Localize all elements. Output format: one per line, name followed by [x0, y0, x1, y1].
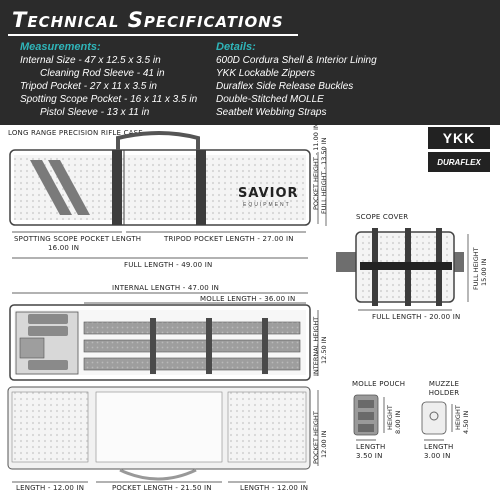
- scope-cover-title: SCOPE COVER: [356, 213, 409, 221]
- detail-item: Duraflex Side Release Buckles: [216, 81, 354, 92]
- molle-length-label: MOLLE LENGTH - 36.00 IN: [200, 295, 296, 303]
- measurement-item: Pistol Sleeve - 13 x 11 in: [40, 107, 150, 118]
- muzzle-holder-title: MUZZLE HOLDER: [428, 380, 460, 397]
- savior-logo: SAVIOR: [238, 186, 299, 201]
- case-label: LONG RANGE PRECISION RIFLE CASE: [8, 129, 143, 137]
- measurement-item: Internal Size - 47 x 12.5 x 3.5 in: [20, 55, 161, 66]
- measurement-item: Tripod Pocket - 27 x 11 x 3.5 in: [20, 81, 157, 92]
- measurement-item: Spotting Scope Pocket - 16 x 11 x 3.5 in: [20, 94, 198, 105]
- tripod-pocket-label: TRIPOD POCKET LENGTH - 27.00 IN: [164, 235, 294, 243]
- molle-pouch-height-value: 8.00 IN: [394, 410, 402, 434]
- duraflex-logo: DURAFLEX: [428, 152, 490, 172]
- scope-cover-height-label: FULL HEIGHT: [472, 247, 480, 290]
- length-left-label: LENGTH - 12.00 IN: [16, 484, 85, 492]
- pocket-height-label: POCKET HEIGHT - 11.00 IN: [312, 123, 320, 210]
- measurement-item: Cleaning Rod Sleeve - 41 in: [40, 68, 165, 79]
- muzzle-holder-length-label: LENGTH: [424, 443, 454, 451]
- muzzle-holder-illustration: [422, 402, 446, 434]
- closed-case: [10, 133, 310, 225]
- details-heading: Details:: [216, 41, 256, 53]
- molle-pouch-length-label: LENGTH: [356, 443, 386, 451]
- pocket-height2-label: POCKET HEIGHT: [312, 411, 320, 464]
- muzzle-holder-height-value: 4.50 IN: [462, 410, 470, 434]
- molle-pouch-height-label: HEIGHT: [386, 405, 394, 430]
- detail-item: YKK Lockable Zippers: [216, 68, 315, 79]
- detail-item: 600D Cordura Shell & Interior Lining: [216, 55, 377, 66]
- savior-logo-sub: EQUIPMENT: [243, 202, 291, 208]
- pocket-length-label: POCKET LENGTH - 21.50 IN: [112, 484, 212, 492]
- scope-cover-height-value: 15.00 IN: [480, 258, 488, 286]
- open-case: [10, 305, 310, 380]
- page-title: Technical Specifications: [12, 8, 284, 32]
- molle-pouch-length-value: 3.50 IN: [356, 452, 383, 460]
- detail-item: Seatbelt Webbing Straps: [216, 107, 327, 118]
- full-height-label: FULL HEIGHT - 13.50 IN: [320, 137, 328, 214]
- full-length-label: FULL LENGTH - 49.00 IN: [124, 261, 213, 269]
- internal-height-value: 12.50 IN: [320, 336, 328, 364]
- pockets-panel: [8, 387, 310, 479]
- scope-cover-length-label: FULL LENGTH - 20.00 IN: [372, 313, 461, 321]
- muzzle-holder-height-label: HEIGHT: [454, 405, 462, 430]
- measurements-heading: Measurements:: [20, 41, 101, 53]
- muzzle-holder-length-value: 3.00 IN: [424, 452, 451, 460]
- internal-length-label: INTERNAL LENGTH - 47.00 IN: [112, 284, 220, 292]
- internal-height-label: INTERNAL HEIGHT: [312, 316, 320, 376]
- spotting-scope-pocket-value: 16.00 IN: [48, 244, 80, 252]
- ykk-logo: YKK: [428, 127, 490, 149]
- length-right-label: LENGTH - 12.00 IN: [240, 484, 309, 492]
- molle-pouch-title: MOLLE POUCH: [352, 380, 406, 388]
- scope-cover-illustration: [336, 228, 464, 306]
- pocket-height2-value: 12.00 IN: [320, 430, 328, 458]
- detail-item: Double-Stitched MOLLE: [216, 94, 324, 105]
- spotting-scope-pocket-label: SPOTTING SCOPE POCKET LENGTH: [14, 235, 142, 243]
- molle-pouch-illustration: [354, 395, 378, 435]
